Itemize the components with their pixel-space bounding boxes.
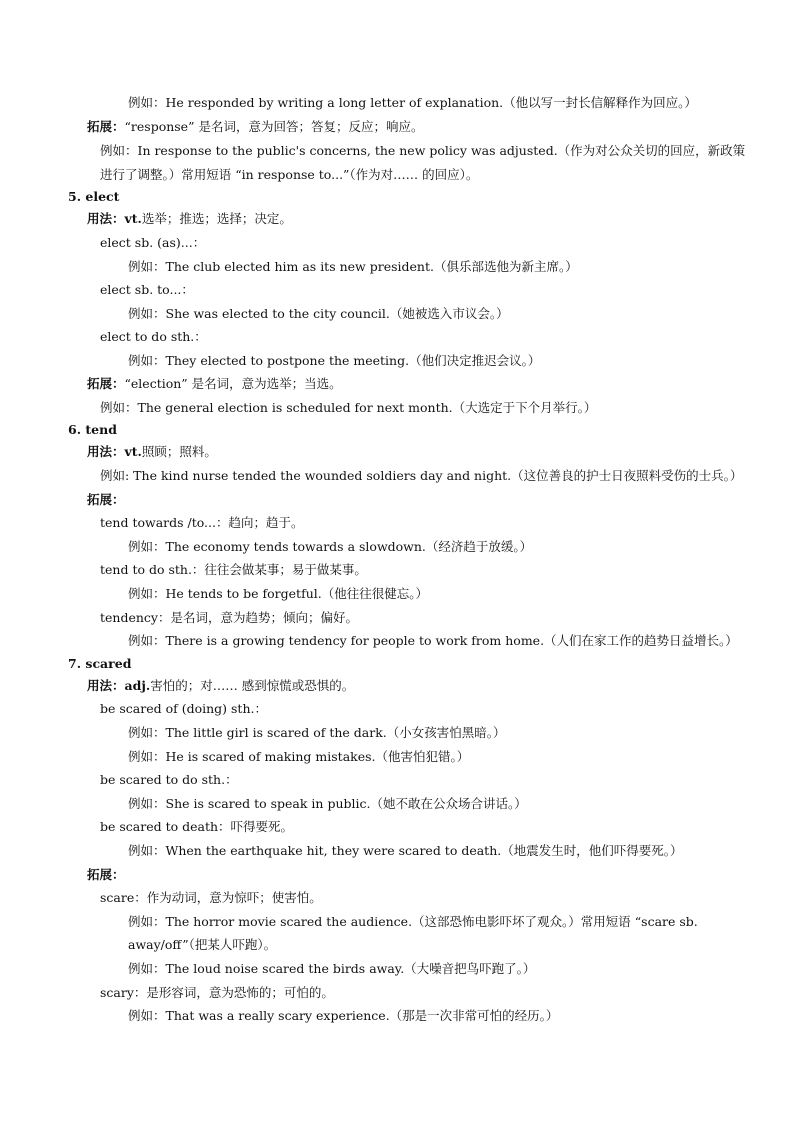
pattern-line: be scared to death：吓得要死。	[100, 819, 294, 834]
word-heading-elect: 5. elect	[68, 189, 120, 204]
example-line: 例如：That was a really scary experience.（那是一次非常可怕的经历。）	[128, 1008, 559, 1023]
example-line: 例如：She is scared to speak in public.（她不敢在公众场合讲话。）	[128, 796, 527, 811]
usage-line	[87, 443, 217, 461]
extension-label: 拓展：	[87, 492, 125, 507]
extension-label: 拓展：	[87, 376, 125, 391]
usage-line	[87, 677, 354, 695]
pattern-line: be scared to do sth.：	[100, 772, 238, 787]
example-line: 例如：The economy tends towards a slowdown.（经济趋于放缓。）	[128, 539, 533, 554]
extension-label: 拓展：	[87, 867, 125, 882]
example-line: 例如：The club elected him as its new president.（俱乐部选他为新主席。）	[128, 259, 578, 274]
part-of-speech: adj.	[124, 678, 151, 693]
example-line: 例如：The general election is scheduled for next month.（大选定于下个月举行。）	[100, 400, 597, 415]
example-line: 例如：He tends to be forgetful.（他往往很健忘。）	[128, 586, 428, 601]
pattern-line: elect sb. to...：	[100, 282, 194, 297]
extension-line	[87, 375, 342, 393]
extension-line	[87, 118, 423, 136]
extension-text: “election” 是名词，意为选举；当选。	[124, 376, 342, 391]
pattern-line: elect sb. (as)...：	[100, 235, 206, 250]
pattern-line: be scared of (doing) sth.：	[100, 701, 267, 716]
usage-text: 选举；推选；选择；决定。	[141, 211, 292, 226]
example-line: 例如: The kind nurse tended the wounded soldiers day and night.（这位善良的护士日夜照料受伤的士兵。）	[100, 468, 743, 483]
pattern-line: tendency：是名词，意为趋势；倾向；偏好。	[100, 610, 358, 625]
example-line: 例如：There is a growing tendency for people to work from home.（人们在家工作的趋势日益增长。）	[128, 633, 738, 648]
pattern-line: tend to do sth.：往往会做某事；易于做某事。	[100, 562, 367, 577]
usage-line	[87, 210, 292, 228]
extension-label: 拓展：	[87, 119, 125, 134]
word-heading-scared: 7. scared	[68, 656, 132, 671]
word-heading-tend: 6. tend	[68, 422, 117, 437]
example-line: 例如：The little girl is scared of the dark.（小女孩害怕黑暗。）	[128, 725, 506, 740]
example-line: 例如：They elected to postpone the meeting.（他们决定推迟会议。）	[128, 353, 541, 368]
part-of-speech: vt.	[124, 444, 142, 459]
example-line: 例如：In response to the public's concerns, the new policy was adjusted.（作为对公众关切的回应，新政策	[100, 143, 746, 158]
pattern-line: elect to do sth.：	[100, 329, 207, 344]
example-line: 例如：When the earthquake hit, they were scared to death.（地震发生时，他们吓得要死。）	[128, 843, 683, 858]
example-line: 例如：He responded by writing a long letter of explanation.（他以写一封长信解释作为回应。）	[128, 95, 697, 110]
usage-label: 用法：	[87, 678, 125, 693]
usage-label: 用法：	[87, 211, 125, 226]
usage-label: 用法：	[87, 444, 125, 459]
example-continuation: 进行了调整。）常用短语 “in response to...”（作为对…… 的回应）。	[100, 167, 479, 182]
extension-text: “response” 是名词，意为回答；答复；反应；响应。	[124, 119, 424, 134]
pattern-line: scary：是形容词，意为恐怖的；可怕的。	[100, 985, 334, 1000]
example-line: 例如：The loud noise scared the birds away.（大噪音把鸟吓跑了。）	[128, 961, 536, 976]
example-line: 例如：He is scared of making mistakes.（他害怕犯错。）	[128, 749, 470, 764]
example-line: 例如：The horror movie scared the audience.（这部恐怖电影吓坏了观众。）常用短语 “scare sb.	[128, 914, 698, 929]
example-continuation: away/off”（把某人吓跑）。	[128, 937, 277, 952]
pattern-line: tend towards /to...：趋向；趋于。	[100, 515, 304, 530]
usage-text: 害怕的；对…… 感到惊慌或恐惧的。	[150, 678, 355, 693]
example-line: 例如：She was elected to the city council.（她被选入市议会。）	[128, 306, 509, 321]
usage-text: 照顾；照料。	[141, 444, 217, 459]
part-of-speech: vt.	[124, 211, 142, 226]
pattern-line: scare：作为动词，意为惊吓；使害怕。	[100, 890, 322, 905]
